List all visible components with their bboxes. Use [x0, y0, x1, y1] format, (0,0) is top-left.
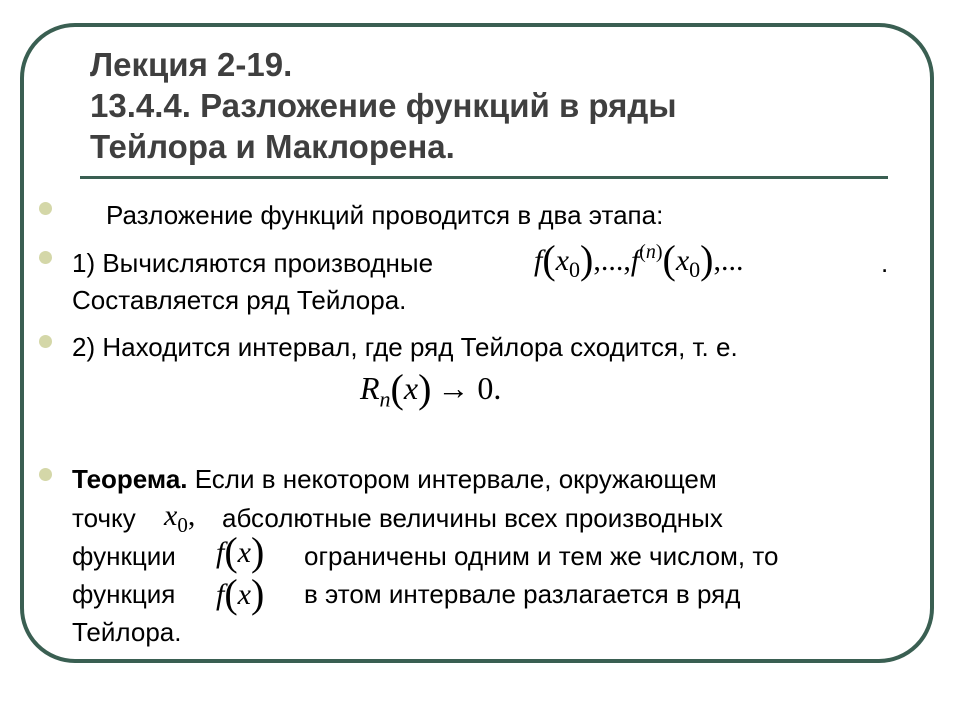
function-fx-1: f(x)	[216, 529, 265, 574]
theorem-label: Теорема.	[72, 464, 188, 494]
bullet-2-dot: .	[881, 248, 889, 278]
theorem-line-1: Теорема. Если в некотором интервале, окружающем	[72, 464, 717, 494]
theorem-line-3-b: ограничены одним и тем же числом, то	[304, 541, 779, 571]
title-line-1: Лекция 2-19.	[90, 46, 293, 83]
bullet-dot	[39, 468, 52, 481]
theorem-line-5: Тейлора.	[72, 617, 182, 647]
derivatives-formula: $f(x_0),...,f^{(n)}(x_0)$,...	[534, 237, 744, 282]
bullet-2-text-b: Составляется ряд Тейлора.	[72, 285, 407, 315]
title-line-2: 13.4.4. Разложение функций в ряды	[90, 87, 677, 124]
bullet-3-text: 2) Находится интервал, где ряд Тейлора сходится, т. е.	[72, 332, 738, 362]
theorem-line-4-b: в этом интервале разлагается в ряд	[304, 579, 741, 609]
function-fx-2: f(x)	[216, 571, 265, 616]
bullet-dot	[39, 335, 52, 348]
theorem-line-2-a: точку	[72, 503, 136, 533]
remainder-limit-formula: $R_n(x) \to 0$.	[360, 366, 502, 412]
point-x0: $x_0$,	[164, 499, 196, 537]
bullet-1-text: Разложение функций проводится в два этапа:	[106, 200, 664, 230]
title-line-3: Тейлора и Маклорена.	[90, 128, 455, 165]
slide-title	[90, 44, 890, 167]
theorem-line-2-b: абсолютные величины всех производных	[222, 503, 723, 533]
theorem-line-3-a: функции	[72, 541, 176, 571]
bullet-dot	[39, 251, 52, 264]
math-f: f	[534, 244, 543, 277]
theorem-line-4-a: функция	[72, 579, 176, 609]
bullet-dot	[39, 202, 52, 215]
bullet-2-text: 1) Вычисляются производные	[72, 248, 434, 278]
title-divider	[80, 176, 888, 179]
